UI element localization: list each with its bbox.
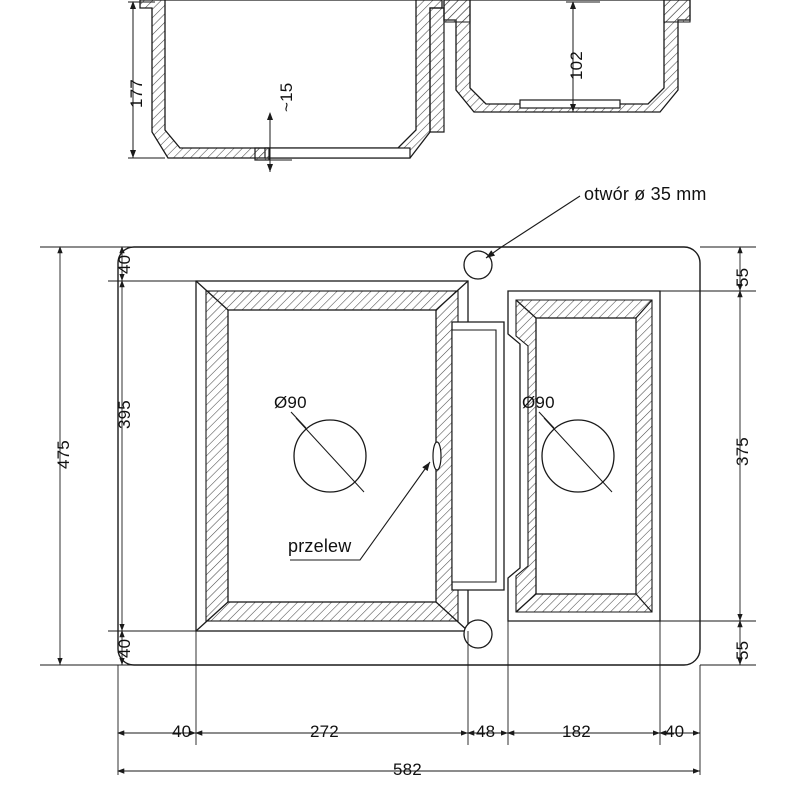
dimension-total-width: 582 xyxy=(393,760,422,779)
dimension-top-margin: 40 xyxy=(115,254,134,274)
label-drain-right: Ø90 xyxy=(522,393,555,412)
cross-section-geometry xyxy=(140,0,690,160)
callout-tap-hole: otwór ø 35 mm xyxy=(584,184,707,204)
dimension-bowl-height: 395 xyxy=(115,400,134,429)
dimension-bottom-margin: 40 xyxy=(115,638,134,658)
dimension-main-bowl-width: 272 xyxy=(310,722,339,741)
dimension-depth-small: 102 xyxy=(567,51,586,80)
dimension-total-depth: 475 xyxy=(54,440,73,469)
plan-view-geometry xyxy=(118,247,700,665)
dimension-left-margin: 40 xyxy=(172,722,192,741)
dimension-bowl-height-right: 375 xyxy=(733,437,752,466)
dimension-top-margin-right: 55 xyxy=(733,267,752,287)
dimension-wall-thickness: ~15 xyxy=(277,82,296,112)
dimension-right-margin: 40 xyxy=(665,722,685,741)
callout-overflow: przelew xyxy=(288,536,352,556)
dimension-divider-width: 48 xyxy=(476,722,496,741)
dimension-bottom-margin-right: 55 xyxy=(733,640,752,660)
label-drain-left: Ø90 xyxy=(274,393,307,412)
dimension-depth-main: 177 xyxy=(127,79,146,108)
dimension-small-bowl-width: 182 xyxy=(562,722,591,741)
